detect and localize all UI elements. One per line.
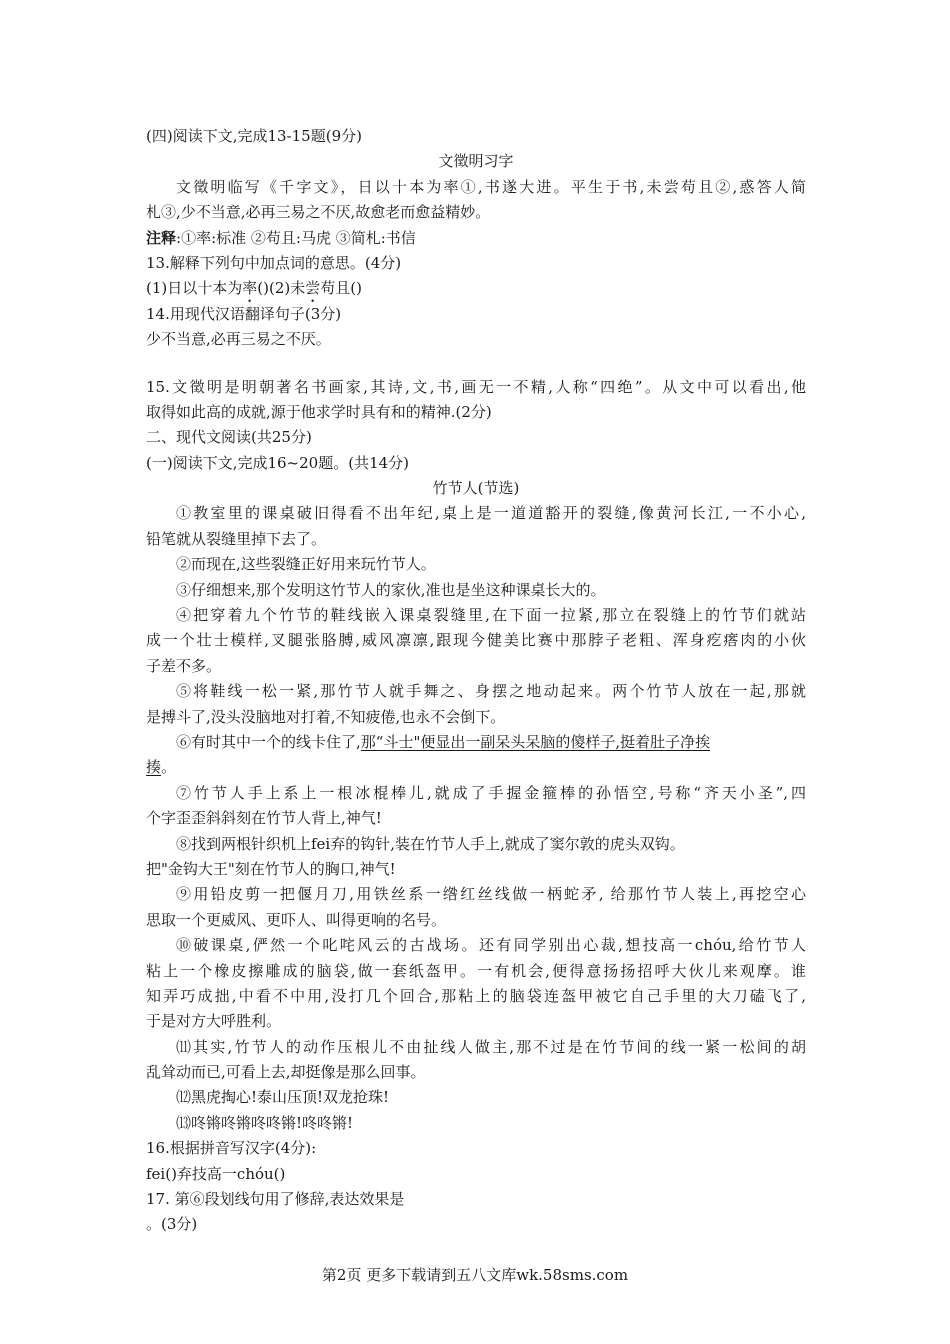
paragraph-6-line: [146, 755, 806, 780]
question-17-line: 。(3分): [146, 1215, 198, 1234]
paragraph-10-line: 于是对方大呼胜利。: [146, 1012, 282, 1031]
q13-item-text: ()(2)未: [257, 279, 306, 298]
paragraph-4-line: 子差不多。: [146, 656, 222, 675]
q13-item-text: (1)日以十本为: [146, 279, 243, 298]
paragraph-10-line: 知弄巧成拙,中看不中用,没打几个回合,那粘上的脑袋连盔甲被它自己手里的大刀磕飞了,: [146, 986, 806, 1005]
paragraph-13: ⒀咚锵咚锵咚咚锵!咚咚锵!: [176, 1113, 354, 1132]
paragraph-8-line: ⑧找到两根针织机上fei弃的钩针,装在竹节人手上,就成了窦尔敦的虎头双钩。: [176, 834, 685, 853]
annotation-line: [146, 226, 806, 251]
underlined-sentence: 那“斗士"便显出一副呆头呆脑的傻样子,挺着肚子净挨: [360, 732, 711, 751]
paragraph-8-line: 把"金钩大王"刻在竹节人的胸口,神气!: [146, 859, 396, 878]
paragraph-2: ②而现在,这些裂缝正好用来玩竹节人。: [176, 555, 436, 574]
part-2-heading: 二、现代文阅读(共25分): [146, 428, 312, 447]
paragraph-7-line: 个字歪歪斜斜刻在竹节人背上,神气!: [146, 809, 382, 828]
answer-space: [146, 353, 806, 375]
paragraph-1-line: 铅笔就从裂缝里掉下去了。: [146, 529, 327, 548]
passage-title-zhujieren: 竹节人(节选): [432, 479, 520, 498]
question-14: 14.用现代汉语翻译句子(3分): [146, 304, 342, 323]
question-15-line: 15.文徵明是明朝著名书画家,其诗,文,书,画无一不精,人称“四绝”。从文中可以看出,他: [146, 377, 806, 396]
paragraph-10-line: 粘上一个橡皮擦雕成的脑袋,做一套纸盔甲。一有机会,便得意扬扬招呼大伙儿来观摩。谁: [146, 961, 806, 980]
paragraph-4-line: ④把穿着九个竹节的鞋线嵌入课桌裂缝里,在下面一拉紧,那立在裂缝上的竹节们就站: [176, 606, 806, 625]
paragraph-12: ⑿黑虎掏心!泰山压顶!双龙抢珠!: [176, 1088, 390, 1107]
paragraph-7-line: ⑦竹节人手上系上一根冰棍棒儿,就成了手握金箍棒的孙悟空,号称“齐天小圣”,四: [176, 783, 806, 802]
question-17-line: 17. 第⑥段划线句用了修辞,表达效果是: [146, 1190, 405, 1209]
paragraph-6-text: 。: [161, 758, 177, 777]
paragraph-5-line: 是搏斗了,没头没脑地对打着,不知疲倦,也永不会倒下。: [146, 707, 506, 726]
paragraph-1-line: ①教室里的课桌破旧得看不出年纪,桌上是一道道豁开的裂缝,像黄河长江,一不小心,: [176, 504, 806, 523]
exam-page: [146, 124, 806, 1238]
section-4-heading: (四)阅读下文,完成13-15题(9分): [146, 127, 362, 145]
passage-title-wenzhengming: 文徵明习字: [438, 152, 514, 171]
question-13: 13.解释下列句中加点词的意思。(4分): [146, 253, 402, 272]
paragraph-9-line: 思取一个更威风、更吓人、叫得更响的名号。: [146, 910, 447, 929]
question-16: 16.根据拼音写汉字(4分):: [146, 1139, 317, 1158]
dotted-word-lv: 率: [242, 279, 258, 298]
paragraph-6-text: ⑥有时其中一个的线卡住了,: [176, 732, 361, 751]
annotation-text: :①率:标准 ②苟且:马虎 ③简札:书信: [176, 228, 416, 247]
annotation-label: 注释: [146, 228, 177, 247]
question-14-sentence: 少不当意,必再三易之不厌。: [146, 330, 331, 349]
passage-line: 札③,少不当意,必再三易之不厌,故愈老而愈益精妙。: [146, 203, 491, 222]
paragraph-10-line: ⑩破课桌,俨然一个叱咤风云的古战场。还有同学别出心裁,想技高一chóu,给竹节人: [176, 936, 806, 955]
question-15-line: 取得如此高的成就,源于他求学时具有和的精神.(2分): [146, 402, 492, 421]
paragraph-6-line: [146, 730, 806, 755]
paragraph-9-line: ⑨用铅皮剪一把偃月刀,用铁丝系一绺红丝线做一柄蛇矛, 给那竹节人装上,再挖空心: [176, 885, 806, 904]
paragraph-4-line: 成一个壮士模样,叉腿张胳膊,威风凛凛,跟现今健美比赛中那脖子老粗、浑身疙瘩肉的小伙: [146, 631, 806, 650]
page-footer: 第2页 更多下载请到五八文库wk.58sms.com: [321, 1266, 629, 1284]
question-13-items: [146, 276, 806, 301]
dotted-word-chang: 尝: [305, 279, 321, 298]
paragraph-3: ③仔细想来,那个发明这竹节人的家伙,准也是坐这种课桌长大的。: [176, 580, 606, 599]
question-16-items: fei()弃技高一chóu(): [146, 1164, 286, 1183]
part-2-sub-heading: (一)阅读下文,完成16~20题。(共14分): [146, 453, 410, 472]
paragraph-5-line: ⑤将鞋线一松一紧,那竹节人就手舞之、身摆之地动起来。两个竹节人放在一起,那就: [176, 682, 806, 701]
paragraph-11-line: ⑾其实,竹节人的动作压根儿不由扯线人做主,那不过是在竹节间的线一紧一松间的胡: [176, 1037, 806, 1056]
q13-item-text: 苟且(): [320, 279, 362, 298]
underlined-sentence-end: 揍: [146, 758, 162, 777]
passage-line: 文徵明临写《千字文》，日以十本为率①,书遂大进。平生于书,未尝苟且②,惑答人简: [176, 177, 806, 196]
paragraph-11-line: 乱耸动而已,可看上去,却挺像是那么回事。: [146, 1063, 426, 1082]
